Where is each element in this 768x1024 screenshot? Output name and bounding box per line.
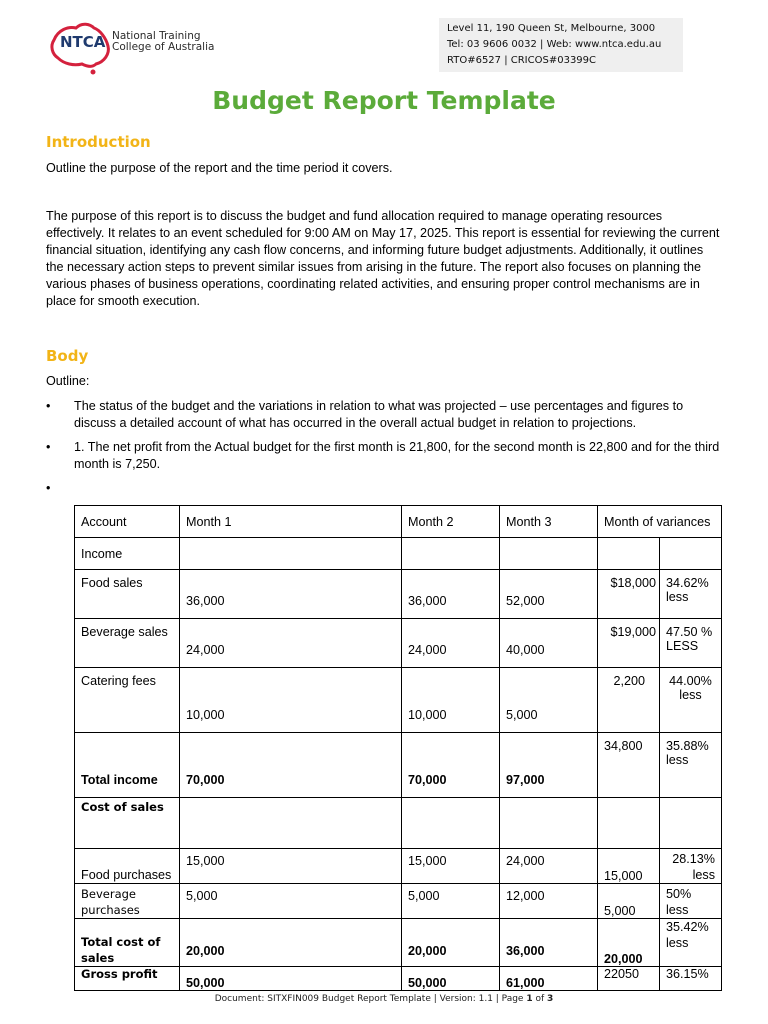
cell-variance-amount: 20,000 (598, 919, 660, 967)
table-row (75, 798, 722, 849)
header-account: Account (75, 506, 180, 538)
header-month-2: Month 2 (402, 506, 500, 538)
bullet-text: 1. The net profit from the Actual budget for the first month is 21,800, for the second month is 22,800 and for the third month is 7,250. (74, 440, 720, 471)
cell-variance-percent: 35.88% less (660, 733, 722, 798)
table-row (75, 919, 722, 967)
cell-m2: 15,000 (402, 849, 500, 884)
budget-table (74, 505, 722, 991)
footer-doc-info: Document: SITXFIN009 Budget Report Template | Version: 1.1 | Page (214, 994, 527, 1004)
row-label: Catering fees (75, 668, 180, 733)
body-outline: Outline: (46, 374, 90, 388)
document-title: Budget Report Template (212, 86, 556, 115)
table-header-row (75, 506, 722, 538)
bullet-icon: • (46, 481, 51, 495)
row-label: Beverage sales (75, 619, 180, 668)
row-label: Income (75, 538, 180, 570)
logo-line1: National Training (112, 30, 201, 42)
cell-variance-amount: 2,200 (598, 668, 660, 733)
logo-line2: College of Australia (112, 41, 215, 53)
cell-variance-percent: 28.13% less (660, 849, 722, 884)
footer-total: 3 (547, 994, 554, 1004)
cell-m1: 24,000 (180, 619, 402, 668)
cell-m3: 36,000 (500, 919, 598, 967)
bullet-icon: • (46, 440, 51, 454)
cell-m1: 5,000 (180, 884, 402, 919)
cell-m3: 40,000 (500, 619, 598, 668)
cell-m2: 24,000 (402, 619, 500, 668)
header-month-1: Month 1 (180, 506, 402, 538)
cell-variance-percent: 36.15% (660, 967, 722, 991)
row-label: Gross profit (75, 967, 180, 991)
cell-variance-amount: 34,800 (598, 733, 660, 798)
table-row (75, 733, 722, 798)
cell-m3: 12,000 (500, 884, 598, 919)
cell-variance-amount: 15,000 (598, 849, 660, 884)
cell-variance-amount: $19,000 (598, 619, 660, 668)
cell-m2: 5,000 (402, 884, 500, 919)
header-month-3: Month 3 (500, 506, 598, 538)
table-row (75, 884, 722, 919)
cell-m1: 20,000 (180, 919, 402, 967)
footer-page: 1 (526, 994, 533, 1004)
bullet-text: The status of the budget and the variations in relation to what was projected – use percentages and figures to discuss a detailed account of what has occurred in the overall actual budget in relation to projections. (74, 399, 684, 430)
introduction-body: The purpose of this report is to discuss the budget and fund allocation required to manage operating resources effectively. It relates to an event scheduled for 9:00 AM on May 17, 2025. This report is essential for reviewing the current financial situation, identifying any cash flow concerns, and informing future budget adjustments. Additionally, it outlines the necessary action steps to prevent similar issues from arising in the future. The report also focuses on planning the various phases of business operations, coordinating related activities, and ensuring proper control mechanisms are in place for smooth execution. (46, 209, 720, 308)
cell-m1: 50,000 (180, 967, 402, 991)
table-row (75, 967, 722, 991)
row-label: Food purchases (75, 849, 180, 884)
cell-m3: 97,000 (500, 733, 598, 798)
ntca-logo (48, 18, 218, 78)
logo-abbrev: NTCA (60, 33, 106, 51)
page-footer (0, 994, 768, 1004)
cell-m3: 5,000 (500, 668, 598, 733)
row-label: Beverage purchases (75, 884, 180, 919)
cell-variance-percent: 50% less (660, 884, 722, 919)
footer-of: of (532, 994, 547, 1004)
table-row (75, 619, 722, 668)
cell-m3: 52,000 (500, 570, 598, 619)
cell-variance-percent: 44.00% less (660, 668, 722, 733)
cell-m3: 24,000 (500, 849, 598, 884)
cell-m2: 50,000 (402, 967, 500, 991)
cell-variance-amount: $18,000 (598, 570, 660, 619)
cell-m2: 20,000 (402, 919, 500, 967)
bullet-icon: • (46, 399, 51, 413)
cell-m1: 70,000 (180, 733, 402, 798)
table-row (75, 668, 722, 733)
table-row (75, 570, 722, 619)
cell-variance-percent: 35.42% less (660, 919, 722, 967)
cell-variance-percent: 47.50 % LESS (660, 619, 722, 668)
introduction-outline: Outline the purpose of the report and the time period it covers. (46, 161, 393, 175)
cell-m1: 10,000 (180, 668, 402, 733)
contact-box (439, 18, 683, 72)
tel-web: Tel: 03 9606 0032 | Web: www.ntca.edu.au (447, 39, 662, 50)
row-label: Food sales (75, 570, 180, 619)
logo-name (112, 31, 214, 53)
rto-cricos: RTO#6527 | CRICOS#03399C (447, 55, 597, 66)
row-label: Total income (75, 733, 180, 798)
address: Level 11, 190 Queen St, Melbourne, 3000 (447, 23, 656, 34)
cell-m2: 36,000 (402, 570, 500, 619)
cell-m3: 61,000 (500, 967, 598, 991)
table-row (75, 849, 722, 884)
cell-m2: 10,000 (402, 668, 500, 733)
cell-m1: 15,000 (180, 849, 402, 884)
body-heading: Body (46, 347, 89, 365)
cell-variance-amount: 5,000 (598, 884, 660, 919)
cell-m1: 36,000 (180, 570, 402, 619)
row-label: Cost of sales (75, 798, 180, 849)
row-label: Total cost of sales (75, 919, 180, 967)
table-row (75, 538, 722, 570)
cell-m2: 70,000 (402, 733, 500, 798)
cell-variance-amount: 22050 (598, 967, 660, 991)
header-variances: Month of variances (598, 506, 722, 538)
introduction-heading: Introduction (46, 133, 151, 151)
cell-variance-percent: 34.62% less (660, 570, 722, 619)
